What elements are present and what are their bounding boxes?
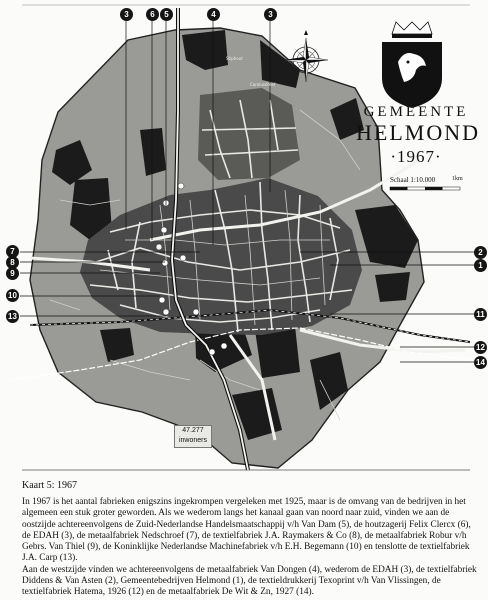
marker-7[interactable]: 7 [6,245,19,258]
road-label-carolusdreef: Carolusdreef [250,82,276,87]
marker-5[interactable]: 5 [160,8,173,21]
map-title-city: HELMOND [356,120,480,145]
paragraph-1: In 1967 is het aantal fabrieken enigszins ingekrompen vergeleken met 1925, maar is de omvang van de bedrijven in het algemeen een stuk groter geworden. Als we wederom langs het kanaal gaan van noord naar zuid, vinden we aan de oostzijde achtereenvolgens de Zuid-Nederlandse Handelsmaatschappij v/h Van Dam (5), de houtzagerij Felix Clercx (6), de EDAH (3), de metaalfabriek Nedschroef (7), de textielfabriek J.A. Raymakers & Co (8), de metaalfabriek Robur v/h Gebrs. Van Thiel (9), de Koninklijke Nederlandse Machinefabriek v/h E.H. Begemann (10) en tenslotte de textielfabriek J.A. Carp (13). [22,497,471,564]
body-text [22,497,478,599]
paragraph-2: Aan de westzijde vinden we achtereenvolgens de metaalfabriek Van Dongen (4), wederom de EDAH (3), de textielfabriek Diddens & Van Asten (2), Gemeentebedrijven Helmond (1), de textieldrukkerij Texoprint v/h Van Vlissingen, de textielfabriek Hatema, 1926 (12) en de metaalfabriek De Wit & Zn, 1927 (14). [22,564,477,598]
marker-12[interactable]: 12 [474,341,487,354]
scale-bar [390,187,460,190]
marker-3-east[interactable]: 3 [264,8,277,21]
scale-ratio: 1:10.000 [410,176,436,184]
marker-6[interactable]: 6 [146,8,159,21]
marker-10[interactable]: 10 [6,289,19,302]
map-title-year: ·1967· [390,147,442,166]
map-caption: Kaart 5: 1967 [22,480,77,491]
scale-label: Schaal [390,176,409,184]
map-year: 1967 [397,147,435,166]
inhabitants-box [174,425,212,448]
map-title-municipality: GEMEENTE [363,104,469,120]
marker-4[interactable]: 4 [207,8,220,21]
marker-11[interactable]: 11 [474,308,487,321]
marker-1[interactable]: 1 [474,259,487,272]
marker-13[interactable]: 13 [6,310,19,323]
marker-2[interactable]: 2 [474,246,487,259]
marker-14[interactable]: 14 [474,356,487,369]
inhabitants-label: inwoners [178,437,207,444]
scale-text [390,176,435,184]
marker-9[interactable]: 9 [6,267,19,280]
marker-8[interactable]: 8 [6,256,19,269]
coat-of-arms-icon [382,22,442,108]
marker-3[interactable]: 3 [120,8,133,21]
scale-unit: 1km [452,176,463,182]
road-label-stiphout: Stiphout [226,56,243,61]
inhabitants-number: 47.277 [182,427,204,434]
